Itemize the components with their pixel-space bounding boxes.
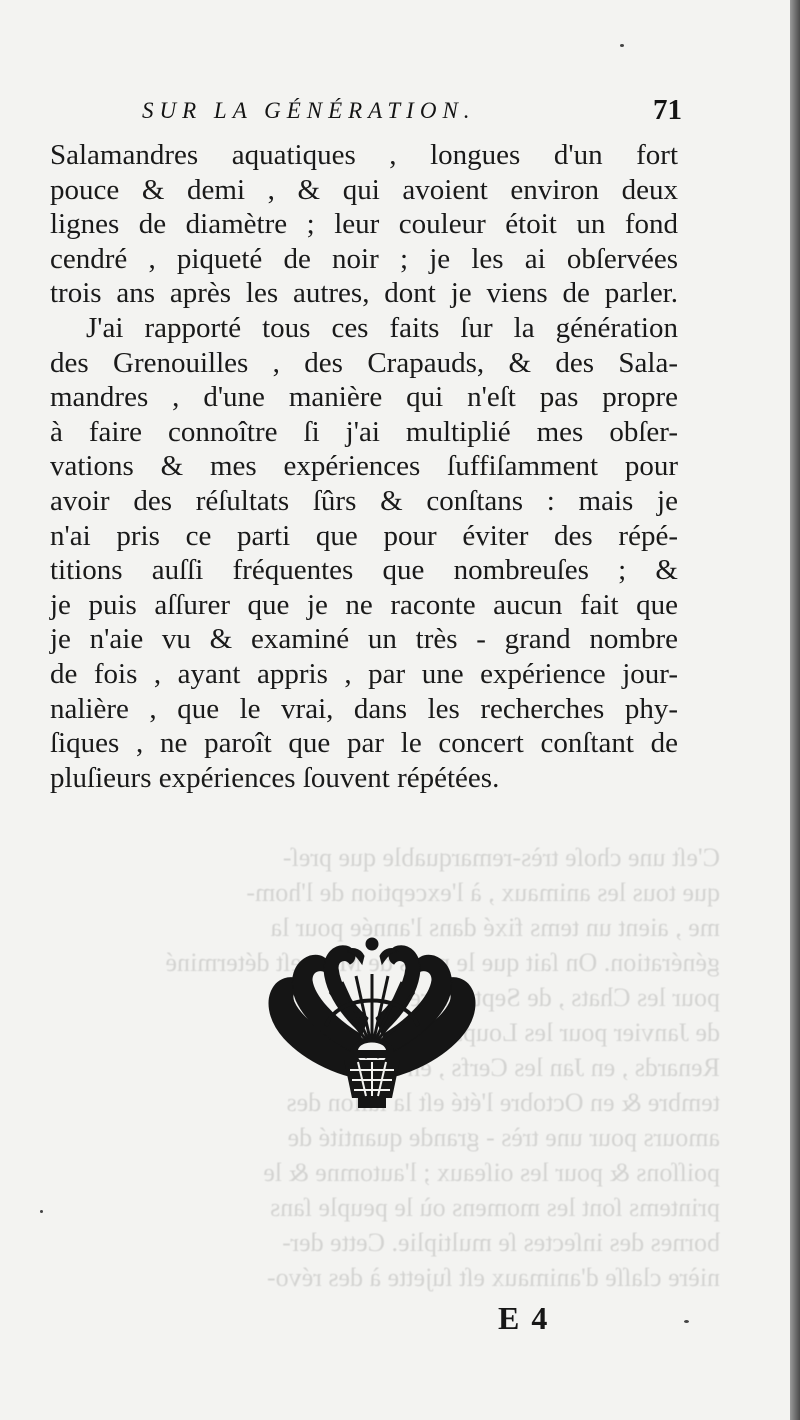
page-edge-shadow xyxy=(790,0,800,1420)
text-line: des Grenouilles , des Crapauds, & des Sala- xyxy=(50,346,678,379)
bleed-line: amours pour une très - grande quantité de xyxy=(287,1123,720,1152)
bleed-line: printems ſont les momens où le peuple ſans xyxy=(270,1193,720,1222)
bleed-line: pour les Chats , de Septembre , xyxy=(396,983,720,1012)
text-line: vations & mes expériences ſuffiſamment pour xyxy=(50,450,678,483)
page-number: 71 xyxy=(653,94,682,126)
fleuron-ornament xyxy=(246,930,498,1120)
bleed-line: poiſſons & pour les oiſeaux ; l'automne & le xyxy=(263,1158,720,1187)
text-line: pouce & demi , & qui avoient environ deux xyxy=(50,173,678,206)
bleed-line: me , aient un tems fixé dans l'année pour la xyxy=(270,913,720,942)
paper-speck xyxy=(684,1320,689,1323)
paper-speck xyxy=(40,1210,43,1213)
text-line: avoir des réſultats ſûrs & conſtans : mais je xyxy=(50,484,678,517)
bleed-line: nière claſſe d'animaux eſt ſujette à des révo- xyxy=(267,1263,720,1292)
signature-mark: E 4 xyxy=(498,1300,550,1336)
text-line: lignes de diamètre ; leur couleur étoit un fond xyxy=(50,208,678,241)
text-line: cendré , piqueté de noir ; je les ai obſervées xyxy=(50,242,678,275)
text-line: je n'aie vu & examiné un très - grand nombre xyxy=(50,623,678,656)
text-line: trois ans après les autres, dont je viens de parler. xyxy=(50,277,678,310)
paragraph-start-line: J'ai rapporté tous ces faits ſur la génération xyxy=(86,311,678,344)
text-line: de fois , ayant appris , par une expérience jour- xyxy=(50,657,678,690)
text-line: je puis aſſurer que je ne raconte aucun fait que xyxy=(50,588,678,621)
bleed-line: Renards , en Jan les Cerfs , en Sep- xyxy=(353,1053,720,1082)
body-text xyxy=(50,138,678,795)
bleed-line: génération. On ſait que le de eſt déterminé xyxy=(165,948,720,977)
bleed-line: que tous les animaux , à l'exception de l'hom- xyxy=(246,878,720,907)
paragraph-end-line: pluſieurs expériences ſouvent répétées. xyxy=(50,761,500,794)
running-head xyxy=(142,94,682,132)
text-line: Salamandres aquatiques , longues d'un fort xyxy=(50,139,678,171)
running-title: SUR LA GÉNÉRATION. xyxy=(142,98,476,123)
text-line: titions auſſi fréquentes que nombreuſes ; & xyxy=(50,554,678,587)
text-line: mandres , d'une manière qui n'eſt pas propre xyxy=(50,381,678,414)
text-line: ſiques , ne paroît que par le concert conſtant de xyxy=(50,727,678,760)
text-line: nalière , que le vrai, dans les recherches phy- xyxy=(50,692,678,725)
bleed-line: tembre & en Octobre l'été eſt la ſaiſon des xyxy=(286,1088,720,1117)
text-line: à faire connoître ſi j'ai multiplié mes obſer- xyxy=(50,415,678,448)
bleed-line: C'eſt une choſe très-remarquable que preſ- xyxy=(282,843,720,872)
text-line: n'ai pris ce parti que pour éviter des répé- xyxy=(50,519,678,552)
paper-speck xyxy=(620,44,624,47)
bleed-line: de Janvier pour les Loups & les xyxy=(390,1018,720,1047)
bleed-line: bornes des inſectes ſe multiplie. Cette der- xyxy=(282,1228,720,1257)
